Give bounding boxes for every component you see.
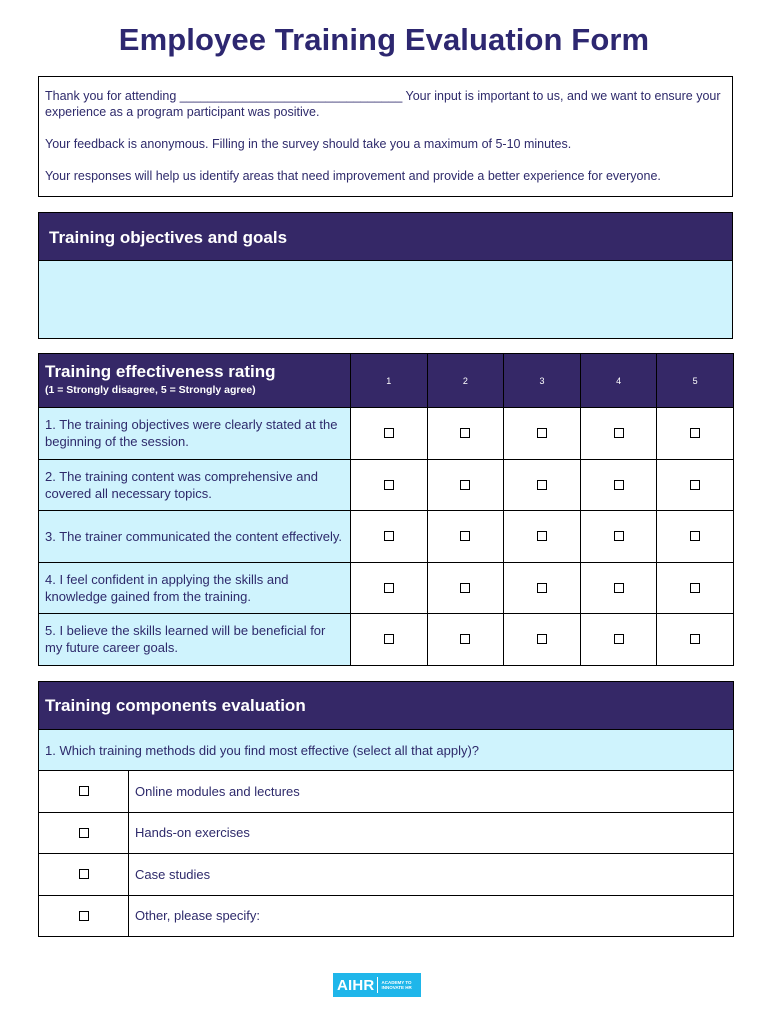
- option-3-checkbox[interactable]: [79, 869, 89, 879]
- rating-scale-note: (1 = Strongly disagree, 5 = Strongly agree): [45, 384, 256, 396]
- rating-row-2: [39, 459, 734, 511]
- q4-rating-1-checkbox[interactable]: [384, 583, 394, 593]
- rating-header-row: [39, 354, 734, 408]
- intro-box: [38, 76, 733, 197]
- q5-rating-5-checkbox[interactable]: [690, 634, 700, 644]
- rating-question-2: 2. The training content was comprehensive and covered all necessary topics.: [39, 459, 351, 511]
- option-row-4: [39, 895, 734, 937]
- logo-tagline: [381, 980, 411, 990]
- logo-divider: [377, 977, 378, 993]
- q2-rating-4-checkbox[interactable]: [614, 480, 624, 490]
- rating-question-4: 4. I feel confident in applying the skills and knowledge gained from the training.: [39, 562, 351, 614]
- objectives-heading: Training objectives and goals: [39, 213, 732, 261]
- effectiveness-rating-table: [38, 353, 734, 666]
- option-row-2: [39, 812, 734, 854]
- q2-rating-3-checkbox[interactable]: [537, 480, 547, 490]
- q5-rating-3-checkbox[interactable]: [537, 634, 547, 644]
- scale-header-3: 3: [504, 354, 581, 408]
- q3-rating-5-checkbox[interactable]: [690, 531, 700, 541]
- rating-row-1: [39, 408, 734, 460]
- option-row-1: [39, 771, 734, 813]
- rating-question-1: 1. The training objectives were clearly stated at the beginning of the session.: [39, 408, 351, 460]
- components-evaluation-table: [38, 681, 734, 937]
- scale-header-2: 2: [427, 354, 504, 408]
- q2-rating-5-checkbox[interactable]: [690, 480, 700, 490]
- option-3-label: Case studies: [129, 854, 734, 896]
- q5-rating-2-checkbox[interactable]: [460, 634, 470, 644]
- rating-heading: Training effectiveness rating: [45, 362, 276, 381]
- q4-rating-4-checkbox[interactable]: [614, 583, 624, 593]
- logo-tagline-line-1: ACADEMY TO: [381, 980, 412, 985]
- q3-rating-3-checkbox[interactable]: [537, 531, 547, 541]
- q3-rating-1-checkbox[interactable]: [384, 531, 394, 541]
- rating-row-3: [39, 511, 734, 563]
- q2-rating-1-checkbox[interactable]: [384, 480, 394, 490]
- option-1-label: Online modules and lectures: [129, 771, 734, 813]
- objectives-section: [38, 212, 733, 339]
- components-question: 1. Which training methods did you find most effective (select all that apply)?: [39, 730, 734, 771]
- objectives-input-area[interactable]: [39, 261, 732, 338]
- rating-row-5: [39, 614, 734, 666]
- aihr-logo: [333, 973, 421, 997]
- intro-paragraph-3: Your responses will help us identify areas that need improvement and provide a better experience for everyone.: [45, 169, 661, 183]
- option-1-checkbox[interactable]: [79, 786, 89, 796]
- option-row-3: [39, 854, 734, 896]
- q3-rating-2-checkbox[interactable]: [460, 531, 470, 541]
- q1-rating-3-checkbox[interactable]: [537, 428, 547, 438]
- q5-rating-1-checkbox[interactable]: [384, 634, 394, 644]
- q1-rating-5-checkbox[interactable]: [690, 428, 700, 438]
- rating-question-3: 3. The trainer communicated the content effectively.: [39, 511, 351, 563]
- option-4-label: Other, please specify:: [129, 895, 734, 937]
- option-2-label: Hands-on exercises: [129, 812, 734, 854]
- components-question-row: [39, 730, 734, 771]
- q1-rating-4-checkbox[interactable]: [614, 428, 624, 438]
- logo-tagline-line-2: INNOVATE HR: [381, 985, 412, 990]
- q3-rating-4-checkbox[interactable]: [614, 531, 624, 541]
- q4-rating-2-checkbox[interactable]: [460, 583, 470, 593]
- scale-header-5: 5: [657, 354, 734, 408]
- rating-heading-cell: [39, 354, 351, 408]
- rating-row-4: [39, 562, 734, 614]
- intro-paragraph-2: Your feedback is anonymous. Filling in the survey should take you a maximum of 5-10 minutes.: [45, 137, 572, 151]
- logo-wordmark: AIHR: [337, 976, 375, 994]
- intro-paragraph-1: Thank you for attending ________________________________ Your input is important to us, and we want to ensure your experience as a program participant was positive.: [45, 89, 721, 119]
- components-heading: Training components evaluation: [39, 682, 734, 730]
- page-title: Employee Training Evaluation Form: [118, 22, 650, 57]
- q1-rating-2-checkbox[interactable]: [460, 428, 470, 438]
- q4-rating-3-checkbox[interactable]: [537, 583, 547, 593]
- q2-rating-2-checkbox[interactable]: [460, 480, 470, 490]
- components-header-row: [39, 682, 734, 730]
- q4-rating-5-checkbox[interactable]: [690, 583, 700, 593]
- option-2-checkbox[interactable]: [79, 828, 89, 838]
- option-4-checkbox[interactable]: [79, 911, 89, 921]
- scale-header-4: 4: [580, 354, 657, 408]
- q1-rating-1-checkbox[interactable]: [384, 428, 394, 438]
- scale-header-1: 1: [351, 354, 428, 408]
- rating-question-5: 5. I believe the skills learned will be beneficial for my future career goals.: [39, 614, 351, 666]
- q5-rating-4-checkbox[interactable]: [614, 634, 624, 644]
